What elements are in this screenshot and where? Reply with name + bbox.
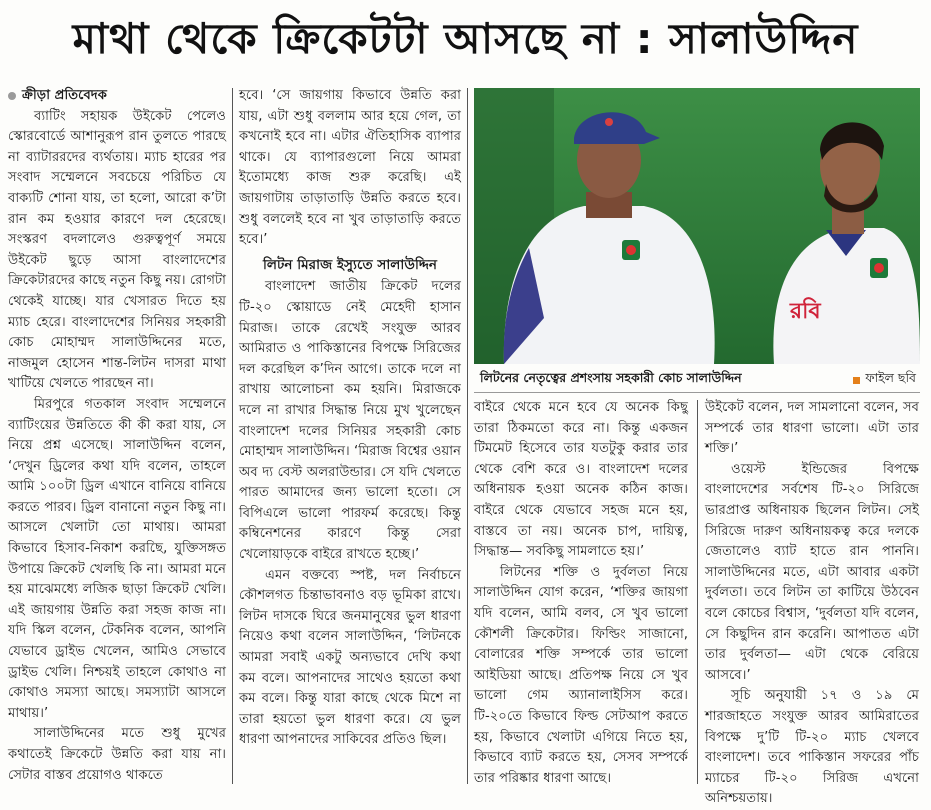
paragraph: সালাউদ্দিনের মতে শুধু মুখের কথাতেই ক্রিকেটে উন্নতি করা যায় না। সেটার বাস্তব প্রয়োগও থাকতে [8, 726, 226, 783]
paragraph: লিটনের শক্তি ও দুর্বলতা নিয়ে সালাউদ্দিন যোগ করেন, ‘শক্তির জায়গা যদি বলেন, আমি বলব, সে খুব ভালো কৌশলী ক্রিকেটার। ফিল্ডিং সাজানো, বোলারের শক্তি সম্পর্কে তার ভালো আইডিয়া আছে। প্রতিপক্ষ নিয়ে সে খুব ভালো গেম অ্যানালাইসিস করে। টি-২০তে কিভাবে ফিল্ড সেটআপ করতে হয়, কিভাবে খেলাটা এগিয়ে নিতে হয়, কিভাবে ব্যাট করতে হয়, সেসব সম্পর্কে তার পরিষ্কার ধারণা আছে। [474, 564, 688, 786]
bullet-icon [8, 92, 16, 100]
paragraph: এমন বক্তব্যে স্পষ্ট, দল নির্বাচনে কৌশলগত চিন্তাভাবনাও বড় ভূমিকা রাখে। লিটন দাসকে ঘিরে জনমানুষের ভুল ধারণা নিয়েও কথা বলেন সালাউদ্দিন, ‘লিটনকে আমরা সবাই একটু অন্যভাবে দেখি কথা কম বলে। আপনাদের সাথেও হয়তো কথা কম বলে। কিন্তু যারা কাছে থেকে মিশে না তারা হয়তো ভুল ধারণা করে। যে ভুল ধারণা আপনাদের সাকিবের প্রতিও ছিল। [239, 567, 461, 748]
paragraph: বাইরে থেকে মনে হবে যে অনেক কিছু তারা ঠিকমতো করে না। কিন্তু একজন টিমমেট হিসেবে তার যতটুকু করার তার থেকে বেশি করে ও। বাংলাদেশ দলের অধিনায়ক হওয়া অনেক কঠিন কাজ। বাইরে থেকে যেভাবে সহজ মনে হয়, বাস্তবে তা নয়। অনেক চাপ, দায়িত্ব, সিদ্ধান্ত— সবকিছু সামলাতে হয়।’ [474, 400, 688, 560]
paragraph: মিরপুরে গতকাল সংবাদ সম্মেলনে ব্যাটিংয়ের উন্নতিতে কী কী করা যায়, সে নিয়ে প্রশ্ন এসেছে। সালাউদ্দিন বলেন, ‘দেখুন ড্রিলের কথা যদি বলেন, তাহলে আমি ১০০টা ড্রিল এখানে বানিয়ে বানিয়ে করতে পারব। ড্রিল বানানো নতুন কিছু না। আসলে খেলাটা তো মাথায়। আমরা কিভাবে হিসাব-নিকাশ করছেি, যুক্তিসঙ্গত উপায়ে ক্রিকেট খেলছি কি না। আমরা মনে হয় মাঝেমধ্যে লজিক ছাড়া ক্রিকেট খেলি। এই জায়গায় উন্নতি করা সহজ কাজ না। যদি স্কিল বলেন, টেকনিক বলেন, আপনি যেভাবে ড্রাইভ খেলেন, আমিও সেভাবে ড্রাইভ খেলি। নিশ্চয়ই তাহলে কোথাও না কোথাও সমস্যা আছে। সমস্যাটা আসলে মাথায়।’ [8, 396, 226, 721]
photo-credit-text: ফাইল ছবি [865, 370, 916, 385]
jersey-sponsor-text: রবি [790, 299, 821, 324]
photo-caption-bar [474, 368, 920, 393]
byline [8, 86, 226, 107]
paragraph: উইকেট বলেন, দল সামলানো বলেন, সব সম্পর্কে তার ধারণা ভালো। এটা তার শক্তি।’ [705, 400, 919, 457]
column-divider [697, 400, 698, 784]
headline: মাথা থেকে ক্রিকেটটা আসছে না : সালাউদ্দিন [72, 13, 859, 63]
coach-and-captain-photo [474, 88, 920, 364]
paragraph: ওয়েস্ট ইন্ডিজের বিপক্ষে বাংলাদেশের সর্বশেষ টি-২০ সিরিজে ভারপ্রাপ্ত অধিনায়ক ছিলেন লিটন। সেই সিরিজে দারুণ অধিনায়কত্ব করে দলকে জেতালেও ব্যাট হাতে রান পাননি। সালাউদ্দিনের মতে, এটা আবার একটা দুর্বলতা। তবে লিটন তা কাটিয়ে উঠবেন বলে কোচের বিশ্বাস, ‘দুর্বলতা যদি বলেন, সে কিছুদিন রান করেনি। আপাতত এটা তার দুর্বলতা— এটা থেকে বেরিয়ে আসবে।’ [705, 461, 919, 683]
byline-text: ক্রীড়া প্রতিবেদক [22, 88, 107, 103]
paragraph: বাংলাদেশ জাতীয় ক্রিকেট দলের টি-২০ স্কোয়াডে নেই মেহেদী হাসান মিরাজ। তাকে রেখেই সংযুক্ত আরব আমিরাত ও পাকিস্তানের বিপক্ষে সিরিজের দল করেছিল ক’দিন আগে। তাকে দলে না রাখায় আলোচনা কম হয়নি। মিরাজকে দলে না রাখার সিদ্ধান্ত নিয়ে মুখ খুলেছেন বাংলাদেশ দলের সিনিয়র সহকারী কোচ মোহাম্মদ সালাউদ্দিন। ‘মিরাজ বিশ্বের ওয়ান অব দ্য বেস্ট অলরাউন্ডার। সে যদি খেলতে পারত আমাদের জন্য ভালো হতো। সে বিপিএলে ভালো পারফর্ম করেছে। কিন্তু কম্বিনেশনের কারণে কিন্তু সেরা খেলোয়াড়কে বাইরে রাখতে হচ্ছে।’ [239, 279, 461, 563]
photo-credit [853, 370, 920, 390]
article-column-4 [705, 398, 919, 807]
article-column-1 [8, 86, 226, 786]
photo-caption: লিটনের নেতৃত্বের প্রশংসায় সহকারী কোচ সালাউদ্দিন [480, 370, 742, 385]
column-divider [467, 88, 468, 784]
article-column-3 [474, 398, 688, 786]
article-column-2 [239, 86, 461, 786]
credit-square-icon [853, 377, 860, 384]
subheading: লিটন মিরাজ ইস্যুতে সালাউদ্দিন [262, 256, 438, 273]
column-divider [232, 88, 233, 784]
news-photo [474, 88, 920, 364]
paragraph: হবে। ‘সে জায়গায় কিভাবে উন্নতি করা যায়, এটা শুধু বললাম আর হয়ে গেল, তা কখনোই হবে না। এটার ঐতিহাসিক ব্যাপার থাকে। যে ব্যাপারগুলো নিয়ে আমরা ইতোমধ্যে কাজ শুরু করেছি। এই জায়গাটায় তাড়াতাড়ি উন্নতি করতে হবে। শুধু বললেই হবে না খুব তাড়াতাড়ি করতে হবে।’ [239, 88, 461, 248]
paragraph: ব্যাটিং সহায়ক উইকেট পেলেও স্কোরবোর্ডে আশানুরূপ রান তুলতে পারছে না ব্যাটাররদের ব্যর্থতায়। ম্যাচ হারের পর সংবাদ সম্মেলনে সবচেয়ে পরিচিত যে বাক্যটি শোনা যায়, তা হলো, আরো ক’টা রান কম হওয়ার কারণে দল হেরেছে। সংস্করণ বদলালেও গুরুত্বপূর্ণ সময়ে উইকেট ছুড়ে আসা বাংলাদেশের ক্রিকেটারদের কাছে নতুন কিছু নয়। রোগটা থেকেই যাচ্ছে। যার খেসারত দিতে হয় ম্যাচ হেরে। বাংলাদেশের সিনিয়র সহকারী কোচ মোহাম্মদ সালাউদ্দিনের মতে, নাজমুল হোসেন শান্ত-লিটন দাসরা মাথা খাটিয়ে খেলতে পারছেন না। [8, 108, 226, 392]
paragraph: সূচি অনুযায়ী ১৭ ও ১৯ মে শারজাহতে সংযুক্ত আরব আমিরাতের বিপক্ষে দু’টি টি-২০ ম্যাচ খেলবে বাংলাদেশ। তবে পাকিস্তান সফরের পাঁচ ম্যাচের টি-২০ সিরিজ এখনো অনিশ্চয়তায়। [705, 688, 919, 807]
